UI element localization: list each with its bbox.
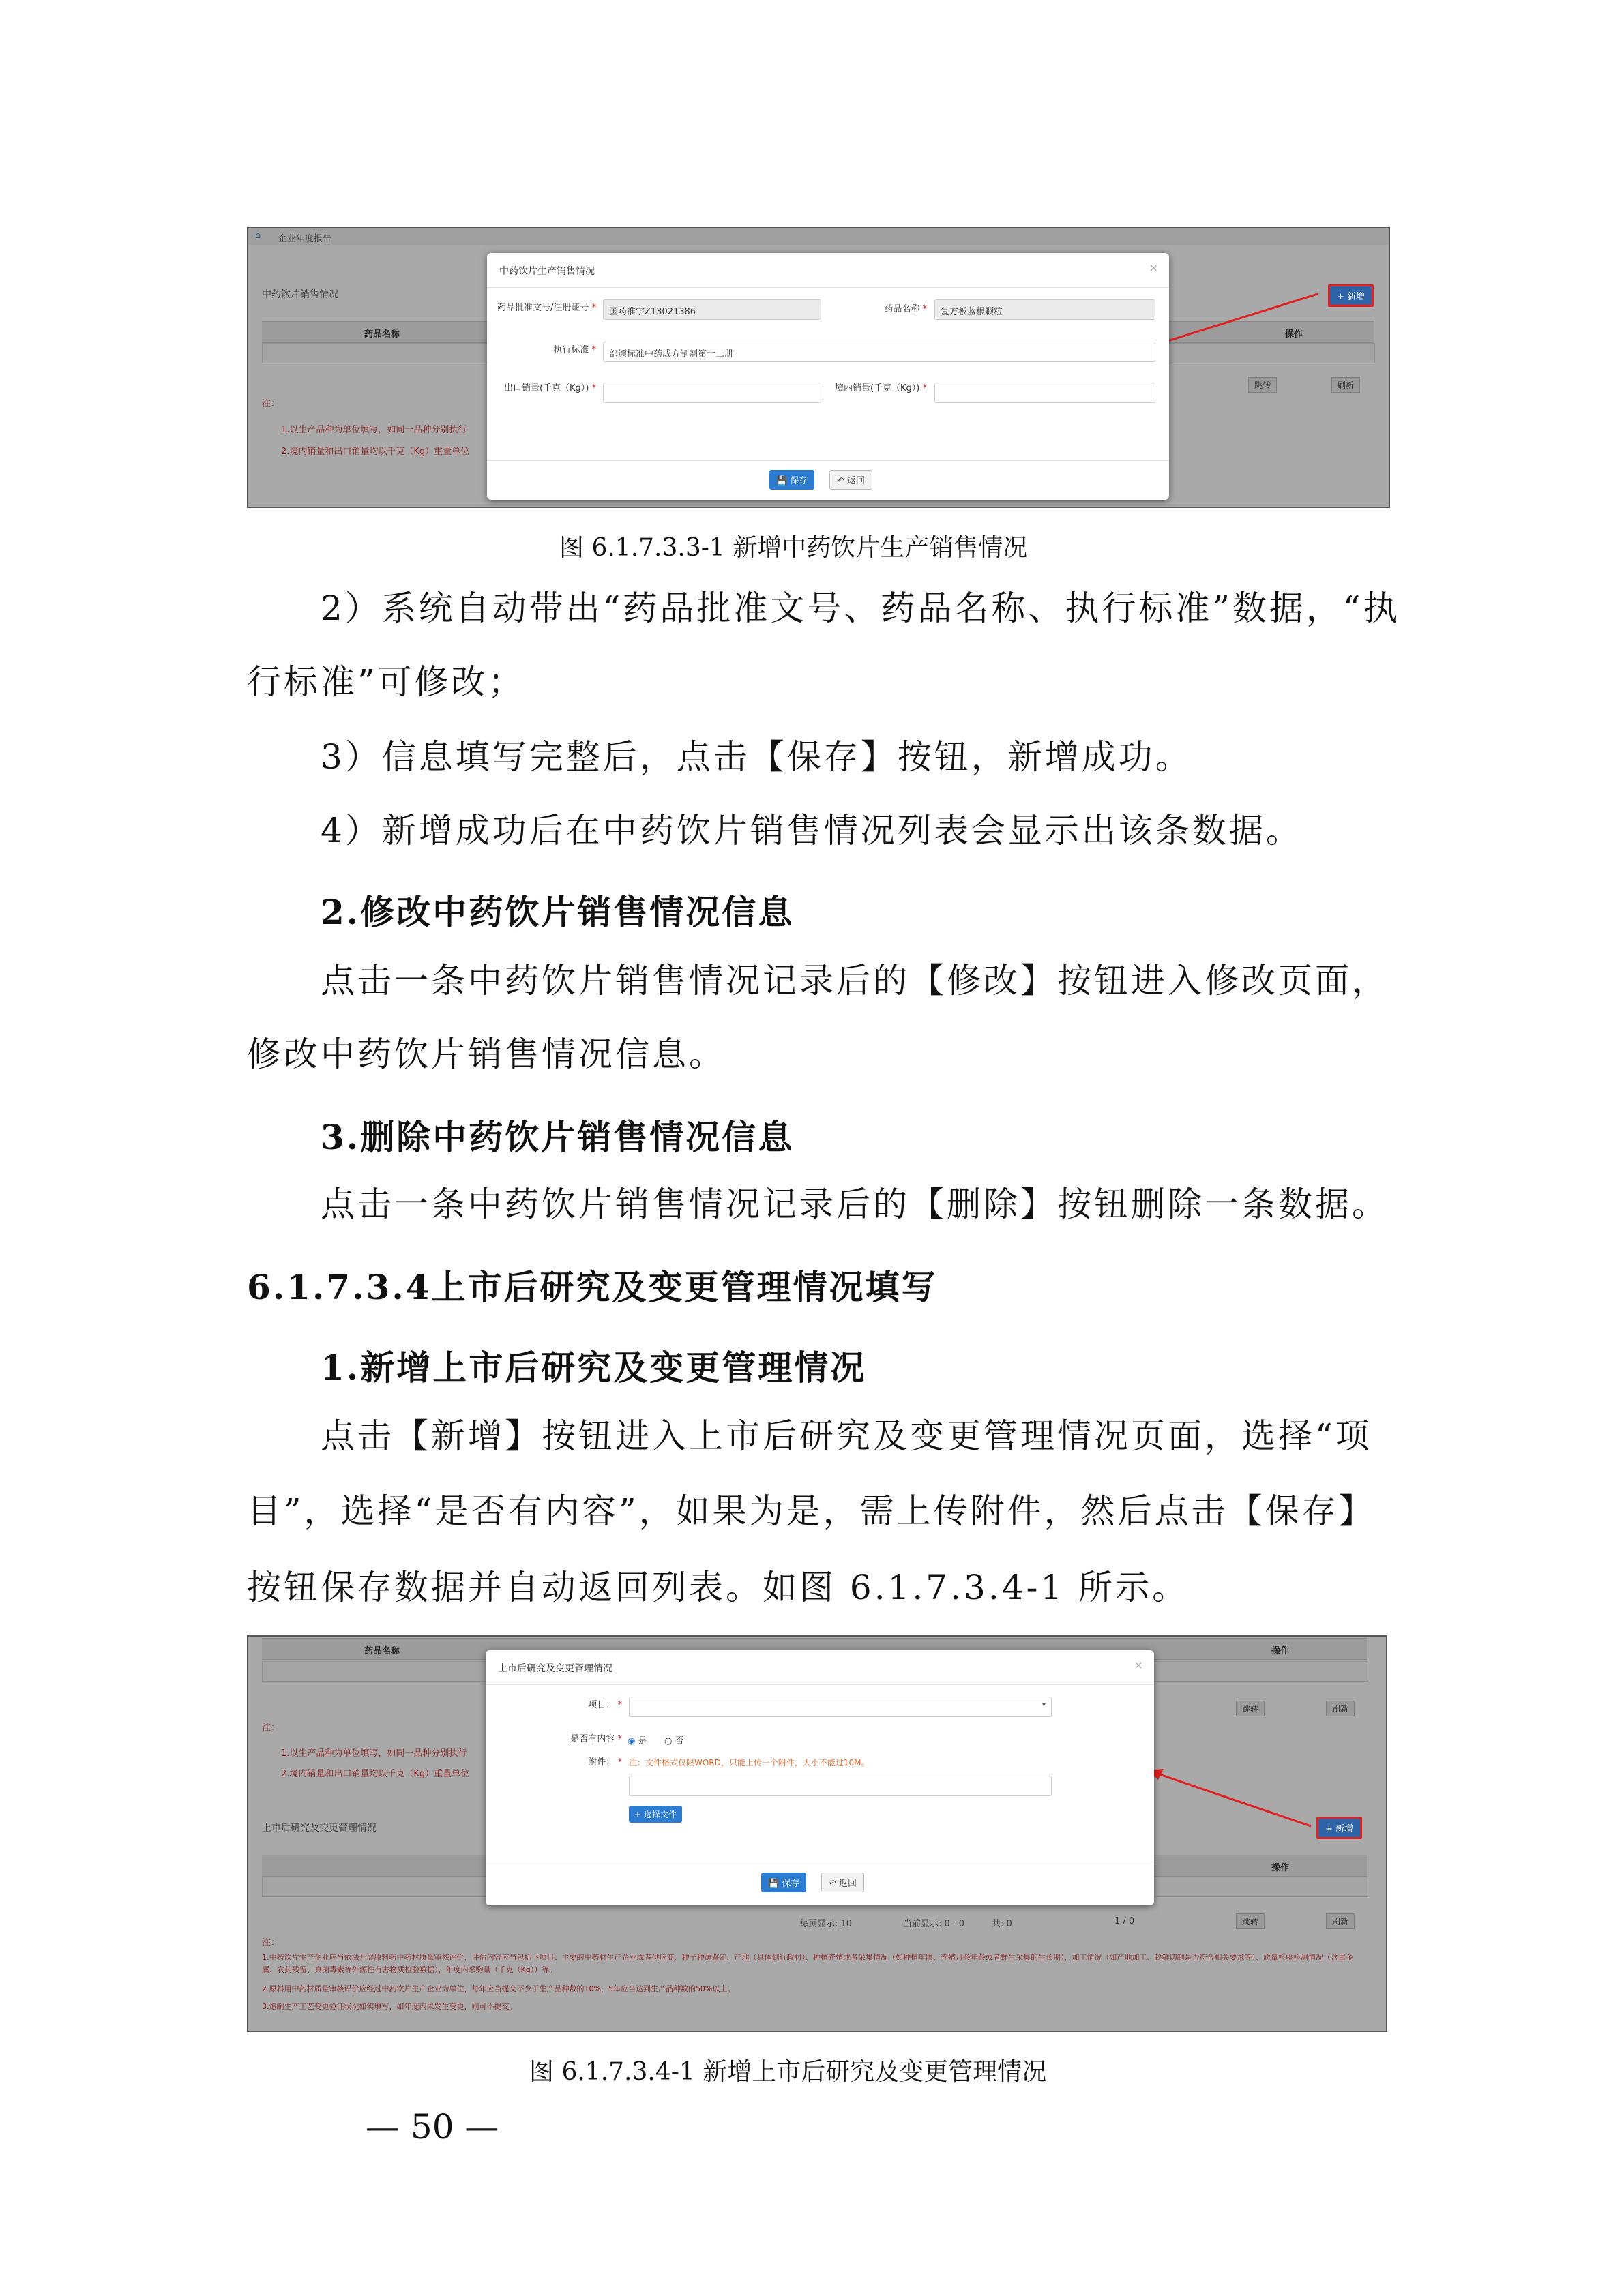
home-icon[interactable]: ⌂	[255, 230, 261, 241]
drug-name-label: 药品名称 *	[884, 304, 927, 314]
paragraph-add-a: 点击【新增】按钮进入上市后研究及变更管理情况页面，选择“项	[321, 1416, 1372, 1456]
figure-2-caption: 图 6.1.7.3.4-1 新增上市后研究及变更管理情况	[529, 2058, 1047, 2086]
close-icon[interactable]: ×	[1134, 1658, 1143, 1671]
long-note-1: 1.中药饮片生产企业应当依法开展原料药中药材质量审核评价，评估内容应当包括下项目：主要的中药材生产企业或者供应商、种子种源鉴定、产地（具体到行政村）、种植养殖或者采集情况（如种植年限、养殖月龄年龄或者野生采集的生长期），加工情况（如产地加工、趁鲜切制是否符合相关要求等）、质量检验检测情况（含重金属、农药残留、真菌毒素等外源性有害物质检验数据），年度内采购量（千克（Kg））等。	[262, 1953, 1353, 1974]
add-button[interactable]: + 新增	[1328, 284, 1374, 307]
drug-name-input[interactable]: 复方板蓝根颗粒	[934, 299, 1155, 320]
pager-current: 当前显示: 0 - 0	[903, 1919, 965, 1929]
col-ops: 操作	[1271, 1646, 1290, 1656]
note-2: 2.境内销量和出口销量均以千克（Kg）重量单位	[281, 447, 470, 457]
modal-footer-divider	[487, 460, 1169, 461]
jump-button[interactable]: 跳转	[1248, 377, 1277, 393]
modal-title: 中药饮片生产销售情况	[499, 266, 595, 277]
standard-input[interactable]: 部颁标准中药成方制剂第十二册	[603, 342, 1155, 362]
has-content-label: 是否有内容 *	[570, 1734, 622, 1744]
radio-yes[interactable]: ◉ 是	[628, 1736, 647, 1746]
breadcrumb[interactable]: 企业年度报告	[278, 234, 332, 244]
col-drug-name: 药品名称	[364, 1646, 400, 1656]
heading-add: 1.新增上市后研究及变更管理情况	[321, 1347, 867, 1388]
col-ops: 操作	[1285, 329, 1303, 340]
paragraph-4: 4）新增成功后在中药饮片销售情况列表会显示出该条数据。	[321, 811, 1303, 850]
col-drug-name: 药品名称	[364, 329, 400, 340]
attach-label: 附件： *	[588, 1757, 622, 1768]
heading-section: 6.1.7.3.4上市后研究及变更管理情况填写	[247, 1267, 938, 1307]
refresh-button-2[interactable]: 刷新	[1326, 1913, 1355, 1929]
long-note-3: 3.炮制生产工艺变更验证状况如实填写，如年度内未发生变更，则可不提交。	[262, 2002, 517, 2011]
save-button[interactable]: 💾 保存	[769, 470, 814, 490]
attach-note: 注：文件格式仅限WORD，只能上传一个附件，大小不能过10M。	[629, 1758, 870, 1768]
paragraph-modify-a: 点击一条中药饮片销售情况记录后的【修改】按钮进入修改页面，	[321, 961, 1389, 1000]
export-label: 出口销量(千克（Kg）) *	[503, 383, 596, 393]
heading-modify: 2.修改中药饮片销售情况信息	[321, 892, 795, 932]
item-select[interactable]	[629, 1697, 1052, 1717]
research-modal	[486, 1650, 1154, 1905]
figure-1-caption: 图 6.1.7.3.3-1 新增中药饮片生产销售情况	[559, 534, 1028, 562]
choose-file-button[interactable]: + 选择文件	[629, 1806, 682, 1823]
paragraph-add-c: 按钮保存数据并自动返回列表。如图 6.1.7.3.4-1 所示。	[247, 1568, 1190, 1607]
paragraph-add-b: 目”，选择“是否有内容”，如果为是，需上传附件，然后点击【保存】	[247, 1491, 1376, 1531]
note-label: 注：	[262, 399, 280, 409]
pager-pages: 1 / 0	[1114, 1916, 1135, 1926]
close-icon[interactable]: ×	[1149, 261, 1158, 274]
heading-delete: 3.删除中药饮片销售情况信息	[321, 1117, 795, 1157]
paragraph-2b: 行标准”可修改；	[247, 662, 525, 702]
paragraph-delete: 点击一条中药饮片销售情况记录后的【删除】按钮删除一条数据。	[321, 1184, 1389, 1224]
note-1: 1.以生产品种为单位填写，如同一品种分别执行	[281, 1748, 467, 1759]
radio-checked-icon: ◉	[628, 1736, 636, 1746]
refresh-button[interactable]: 刷新	[1326, 1701, 1355, 1716]
jump-button-2[interactable]: 跳转	[1236, 1913, 1265, 1929]
col-ops-2: 操作	[1271, 1863, 1290, 1873]
paragraph-2a: 2）系统自动带出“药品批准文号、药品名称、执行标准”数据，“执	[321, 588, 1400, 628]
attach-input[interactable]	[629, 1776, 1052, 1796]
domestic-input[interactable]	[934, 383, 1155, 403]
save-button[interactable]: 💾 保存	[761, 1873, 806, 1892]
sales-modal	[487, 253, 1169, 500]
figure-2-screenshot	[247, 1635, 1387, 2032]
page-number: — 50 —	[366, 2107, 499, 2147]
pager-per-page[interactable]: 每页显示: 10	[799, 1919, 853, 1929]
jump-button[interactable]: 跳转	[1236, 1701, 1265, 1716]
back-button[interactable]: ↶ 返回	[821, 1873, 864, 1892]
radio-unchecked-icon: ○	[664, 1736, 673, 1746]
item-label: 项目： *	[588, 1700, 622, 1710]
domestic-label: 境内销量(千克（Kg）) *	[834, 383, 927, 393]
approval-label: 药品批准文号/注册证号 *	[497, 303, 596, 313]
pager-total: 共: 0	[992, 1919, 1012, 1929]
chevron-down-icon: ▾	[1042, 1701, 1046, 1709]
radio-no[interactable]: ○ 否	[664, 1736, 684, 1746]
note-1: 1.以生产品种为单位填写，如同一品种分别执行	[281, 425, 467, 435]
paragraph-3: 3）信息填写完整后，点击【保存】按钮，新增成功。	[321, 737, 1192, 777]
figure-1-screenshot	[247, 227, 1390, 508]
section-title: 上市后研究及变更管理情况	[262, 1823, 377, 1834]
modal-divider	[486, 1684, 1154, 1685]
back-button[interactable]: ↶ 返回	[829, 470, 872, 490]
note-2: 2.境内销量和出口销量均以千克（Kg）重量单位	[281, 1769, 470, 1779]
add-button[interactable]: + 新增	[1316, 1817, 1362, 1839]
long-note-2: 2.原料用中药材质量审核评价应经过中药饮片生产企业为单位，每年应当提交不少于生产品种数的10%，5年应当达到生产品种数的50%以上。	[262, 1984, 735, 1993]
modal-title: 上市后研究及变更管理情况	[498, 1663, 612, 1674]
standard-label: 执行标准 *	[553, 345, 596, 355]
note-label: 注：	[262, 1723, 280, 1733]
paragraph-modify-b: 修改中药饮片销售情况信息。	[247, 1034, 726, 1074]
export-input[interactable]	[603, 383, 821, 403]
refresh-button[interactable]: 刷新	[1331, 377, 1360, 393]
section-title: 中药饮片销售情况	[262, 289, 338, 300]
approval-input[interactable]: 国药准字Z13021386	[603, 299, 821, 320]
note-label-2: 注：	[262, 1938, 280, 1948]
modal-divider	[487, 287, 1169, 288]
